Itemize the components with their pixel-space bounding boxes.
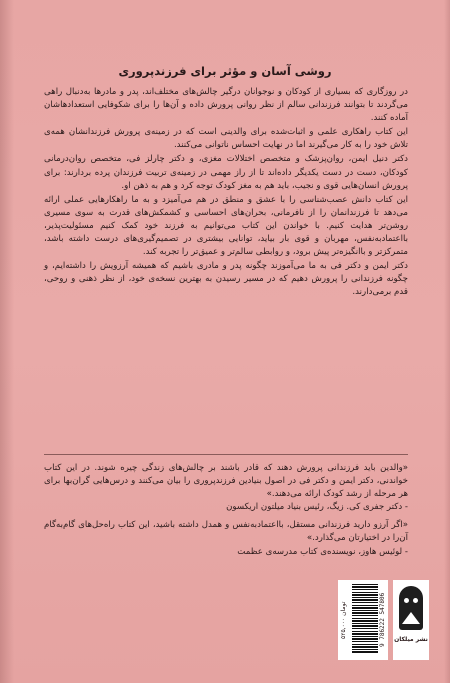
edge-shadow: [444, 0, 450, 683]
blurb: [44, 86, 408, 301]
barcode-label: [338, 580, 388, 660]
divider-line: [44, 454, 408, 455]
barcode-icon: [352, 584, 378, 654]
blurb-paragraph: این کتاب دانش عصب‌شناسی را با عشق و منطق در هم می‌آمیزد و به ما راهکارهایی عملی ارائه می‌دهد تا فرزندانمان را از نافرمانی، بحران‌های احساسی و کشمکش‌های قدرت به سوی مسیری روشن‌تر هدایت کنیم. با خواندن این کتاب می‌توانیم به فرزند خود کمک کنیم مسئولیت‌پذیر، بااعتمادبه‌نفس، مهربان و قوی بار بیاید، توانایی بیشتری در تصمیم‌گیری‌های درست داشته باشد، متمرکزتر و باانگیزه‌تر پیش برود، و روابطی سالم‌تر و عمیق‌تر را تجربه کند.: [44, 194, 408, 258]
blurb-paragraph: دکتر دنیل ایمن، روان‌پزشک و متخصص اختلالات مغزی، و دکتر چارلز فی، متخصص روان‌درمانی کودکان، دست در دست یکدیگر داده‌اند تا از راز مهمی در زمینه‌ی تربیت فرزندان پرده بردارند: برای پرورش انسان‌هایی قوی و نجیب، باید هم به مغز کودک توجه کرد و هم به ذهن او.: [44, 154, 408, 191]
isbn-number: 9 786222 547806: [379, 592, 386, 648]
blurb-paragraph: این کتاب راهکاری علمی و اثبات‌شده برای والدینی است که در زمینه‌ی پرورش فرزندانشان همه‌ی تلاش خود را به کار می‌گیرند اما در نهایت احساس ناتوانی می‌کنند.: [44, 127, 408, 151]
book-subtitle: روشی آسان و مؤثر برای فرزندپروری: [118, 64, 332, 78]
endorsement-quote: «اگر آرزو دارید فرزندانی مستقل، بااعتمادبه‌نفس و همدل داشته باشید، این کتاب راه‌حل‌های گام‌به‌گام آن‌را در اختیارتان می‌گذارد.»: [44, 520, 408, 544]
publisher-logo-icon: [399, 586, 423, 630]
endorsement-author: - دکتر جفری کی. زیگ، رئیس بنیاد میلتون اریکسون: [226, 502, 408, 513]
endorsement-quote: «والدین باید فرزندانی پرورش دهند که قادر باشند بر چالش‌های زندگی چیره شوند. در این کتاب خواندنی، دکتر ایمن و دکتر فی در اصول بنیادین فرزندپروری را بیان می‌کنند و درس‌هایی گران‌بها برای هر مرحله از رشد کودک ارائه می‌دهند.»: [44, 463, 408, 500]
publisher-block: [393, 580, 429, 660]
publisher-name: نشر میلکان: [394, 636, 428, 643]
blurb-paragraph: دکتر ایمن و دکتر فی به ما می‌آموزند چگونه پدر و مادری باشیم که همیشه آرزویش را داشته‌ایم، و چگونه فرزندانی را پرورش دهیم که در مسیر رسیدن به بهترین نسخه‌ی خود، از نظر ذهنی و روحی، قدم برمی‌دارند.: [44, 261, 408, 298]
price-text: ۵۲۵,۰۰۰ تومان: [340, 601, 347, 639]
endorsement-author: - لوئیس هاوز، نویسنده‌ی کتاب مدرسه‌ی عظمت: [237, 546, 408, 557]
spine-shadow: [0, 0, 14, 683]
endorsements: [44, 462, 408, 564]
blurb-paragraph: در روزگاری که بسیاری از کودکان و نوجوانان درگیر چالش‌های مختلف‌اند، پدر و مادرها به‌دنبال راهی می‌گردند تا بتوانند فرزندانی سالم از نظر روانی پرورش داده و آن‌ها را برای شکوفایی استعدادهاشان آماده کنند.: [44, 87, 408, 124]
